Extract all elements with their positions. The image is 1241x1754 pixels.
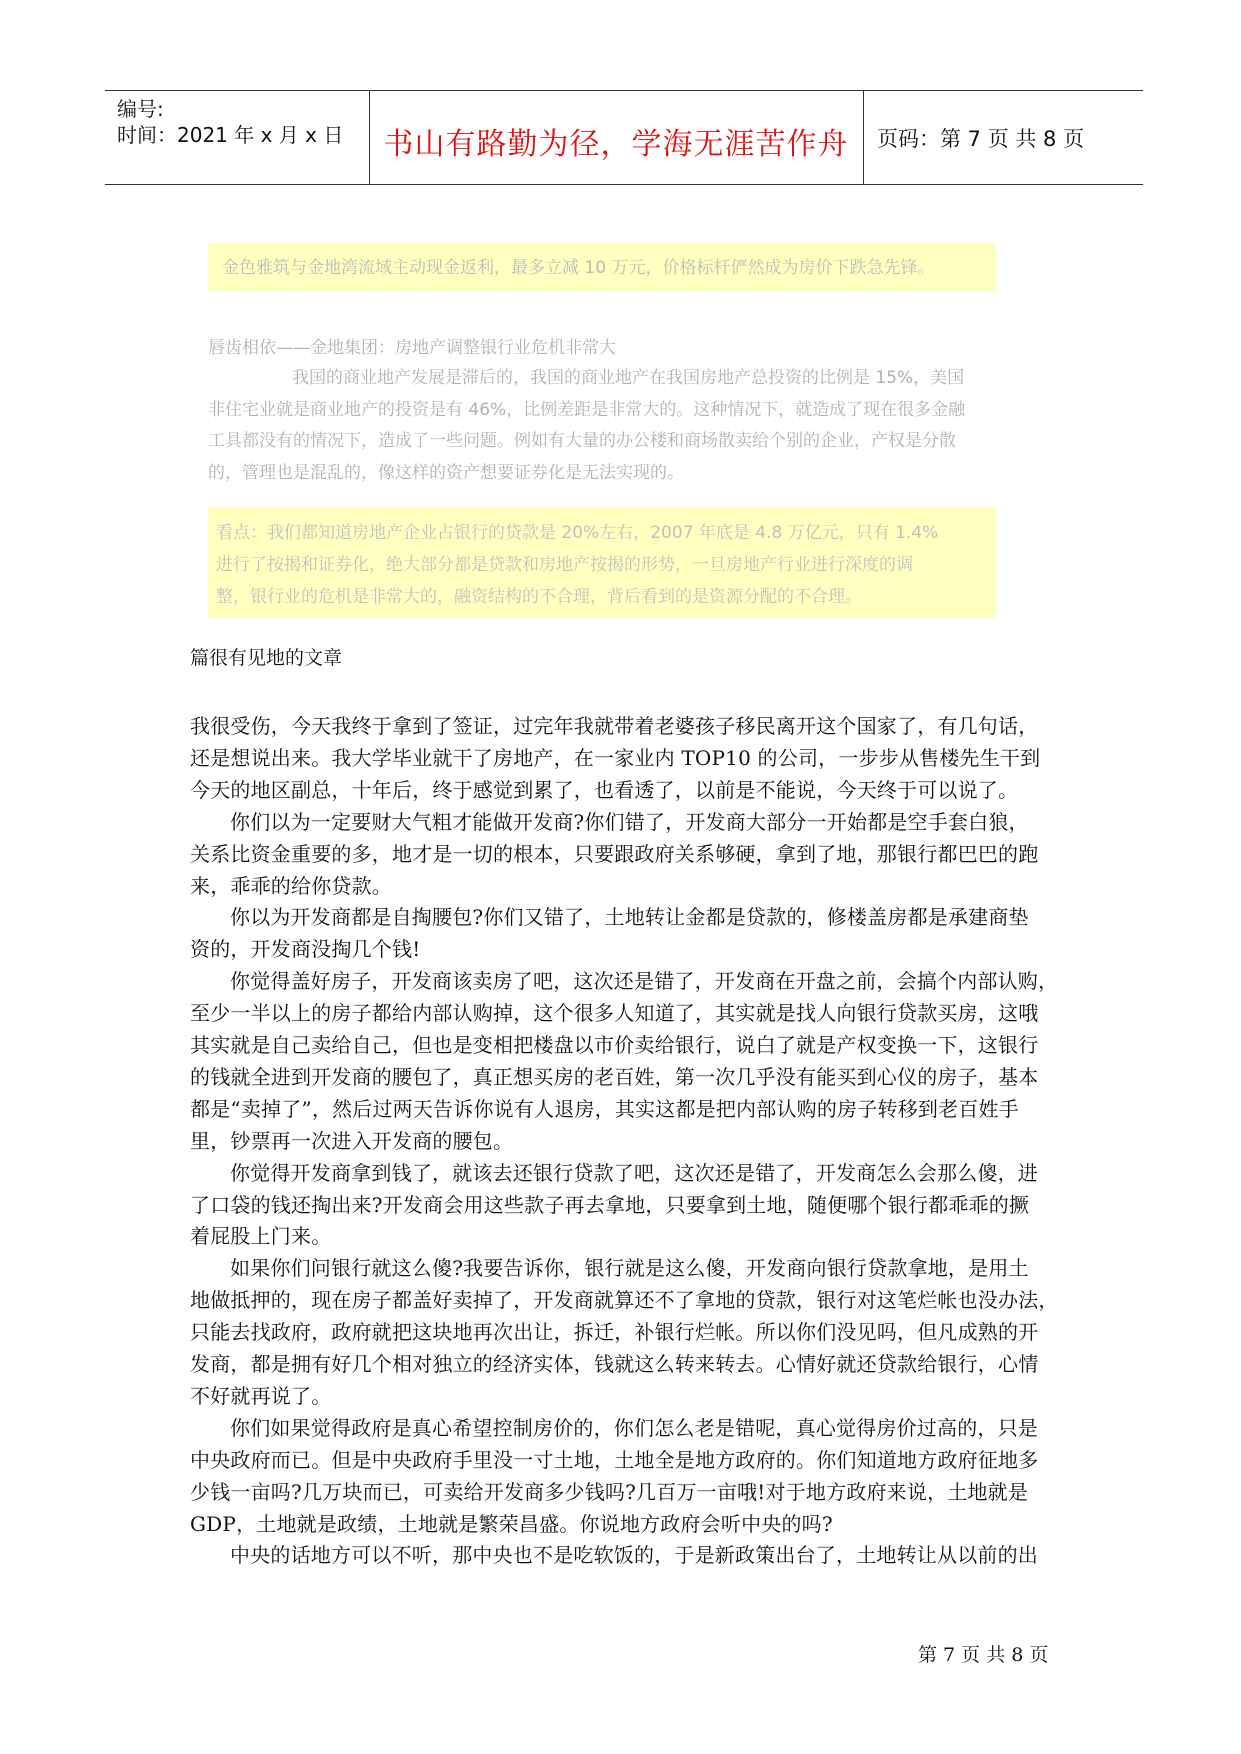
body-line: 地做抵押的，现在房子都盖好卖掉了，开发商就算还不了拿地的贷款，银行对这笔烂帐也没办法， <box>190 1288 1059 1313</box>
body-line: 资的，开发商没掏几个钱! <box>190 937 421 962</box>
body-line: 的钱就全进到开发商的腰包了，真正想买房的老百姓，第一次几乎没有能买到心仪的房子，基本 <box>190 1064 1039 1089</box>
highlight-box-1 <box>208 243 996 291</box>
body-line: 关系比资金重要的多，地才是一切的根本，只要跟政府关系够硬，拿到了地，那银行都巴巴的跑 <box>190 841 1039 866</box>
header-page-number: 页码：第 7 页 共 8 页 <box>877 127 1085 151</box>
body-line: 今天的地区副总，十年后，终于感觉到累了，也看透了，以前是不能说，今天终于可以说了。 <box>190 777 1019 802</box>
body-line: 里，钞票再一次进入开发商的腰包。 <box>190 1128 514 1153</box>
body-line: 中央的话地方可以不听，那中央也不是吃软饭的，于是新政策出台了，土地转让从以前的出 <box>230 1543 1038 1568</box>
body-line: 不好就再说了。 <box>190 1383 332 1408</box>
section-line: 的，管理也是混乱的，像这样的资产想要证券化是无法实现的。 <box>208 463 684 483</box>
highlight-2-line: 整，银行业的危机是非常大的，融资结构的不合理，背后看到的是资源分配的不合理。 <box>216 587 862 607</box>
body-line: 都是“卖掉了”，然后过两天告诉你说有人退房，其实这都是把内部认购的房子转移到老百姓手 <box>190 1096 1019 1121</box>
body-line: 你们以为一定要财大气粗才能做开发商?你们错了，开发商大部分一开始都是空手套白狼， <box>230 809 1029 834</box>
body-line: 着屁股上门来。 <box>190 1224 332 1249</box>
body-line: 我很受伤，今天我终于拿到了签证，过完年我就带着老婆孩子移民离开这个国家了，有几句话， <box>190 714 1039 738</box>
article-title: 篇很有见地的文章 <box>190 647 343 669</box>
body-line: 你觉得开发商拿到钱了，就该去还银行贷款了吧，这次还是错了，开发商怎么会那么傻，进 <box>230 1160 1038 1185</box>
document-number-label: 编号: <box>117 97 164 121</box>
body-line: 了口袋的钱还掏出来?开发商会用这些款子再去拿地，只要拿到土地，随便哪个银行都乖乖的撅 <box>190 1192 1030 1217</box>
body-line: 还是想说出来。我大学毕业就干了房地产，在一家业内 TOP10 的公司，一步步从售楼先生干到 <box>190 745 1041 770</box>
body-line: 只能去找政府，政府就把这块地再次出让，拆迁，补银行烂帐。所以你们没见吗，但凡成熟的开 <box>190 1320 1039 1345</box>
section-title: 唇齿相依——金地集团：房地产调整银行业危机非常大 <box>208 338 616 358</box>
body-line: 其实就是自己卖给自己，但也是变相把楼盘以市价卖给银行，说白了就是产权变换一下，这银行 <box>190 1033 1039 1057</box>
highlight-2-line: 进行了按揭和证券化，绝大部分都是贷款和房地产按揭的形势，一旦房地产行业进行深度的调 <box>216 555 913 575</box>
body-line: 来，乖乖的给你贷款。 <box>190 873 392 898</box>
header-info-cell <box>105 91 370 184</box>
body-line: 你觉得盖好房子，开发商该卖房了吧，这次还是错了，开发商在开盘之前，会搞个内部认购， <box>230 969 1059 994</box>
body-line: 发商，都是拥有好几个相对独立的经济实体，钱就这么转来转去。心情好就还贷款给银行，心情 <box>190 1352 1039 1376</box>
section-line: 工具都没有的情况下，造成了一些问题。例如有大量的办公楼和商场散卖给个别的企业，产权是分散 <box>208 431 956 451</box>
section-line: 我国的商业地产发展是滞后的，我国的商业地产在我国房地产总投资的比例是 15%，美国 <box>292 368 965 388</box>
body-line: 你们如果觉得政府是真心希望控制房价的，你们怎么老是错呢，真心觉得房价过高的，只是 <box>230 1415 1038 1440</box>
body-line: 如果你们问银行就这么傻?我要告诉你，银行就是这么傻，开发商向银行贷款拿地，是用土 <box>230 1256 1029 1281</box>
header-motto-cell <box>369 91 864 184</box>
body-line: 中央政府而已。但是中央政府手里没一寸土地，土地全是地方政府的。你们知道地方政府征地多 <box>190 1447 1039 1472</box>
page-footer: 第 7 页 共 8 页 <box>918 1644 1049 1666</box>
highlight-1-text: 金色雅筑与金地湾流域主动现金返利，最多立减 10 万元，价格标杆俨然成为房价下跌急先锋。 <box>222 258 935 278</box>
highlight-box-2 <box>208 507 996 618</box>
highlight-2-line: 看点：我们都知道房地产企业占银行的贷款是 20%左右，2007 年底是 4.8 万亿元，只有 1.4% <box>216 523 939 543</box>
body-line: 你以为开发商都是自掏腰包?你们又错了，土地转让金都是贷款的，修楼盖房都是承建商垫 <box>230 905 1029 930</box>
body-line: GDP，土地就是政绩，土地就是繁荣昌盛。你说地方政府会听中央的吗? <box>190 1511 833 1536</box>
body-line: 少钱一亩吗?几万块而已，可卖给开发商多少钱吗?几百万一亩哦!对于地方政府来说，土地就是 <box>190 1479 1029 1504</box>
page-header <box>105 90 1143 185</box>
header-motto: 书山有路勤为径，学海无涯苦作舟 <box>383 127 849 162</box>
header-page-cell <box>863 91 1143 184</box>
section-line: 非住宅业就是商业地产的投资是有 46%，比例差距是非常大的。这种情况下，就造成了现在很多金融 <box>208 400 966 420</box>
body-line: 至少一半以上的房子都给内部认购掉，这个很多人知道了，其实就是找人向银行贷款买房，这哦 <box>190 1001 1039 1026</box>
document-time-label: 时间：2021 年 x 月 x 日 <box>117 123 344 147</box>
